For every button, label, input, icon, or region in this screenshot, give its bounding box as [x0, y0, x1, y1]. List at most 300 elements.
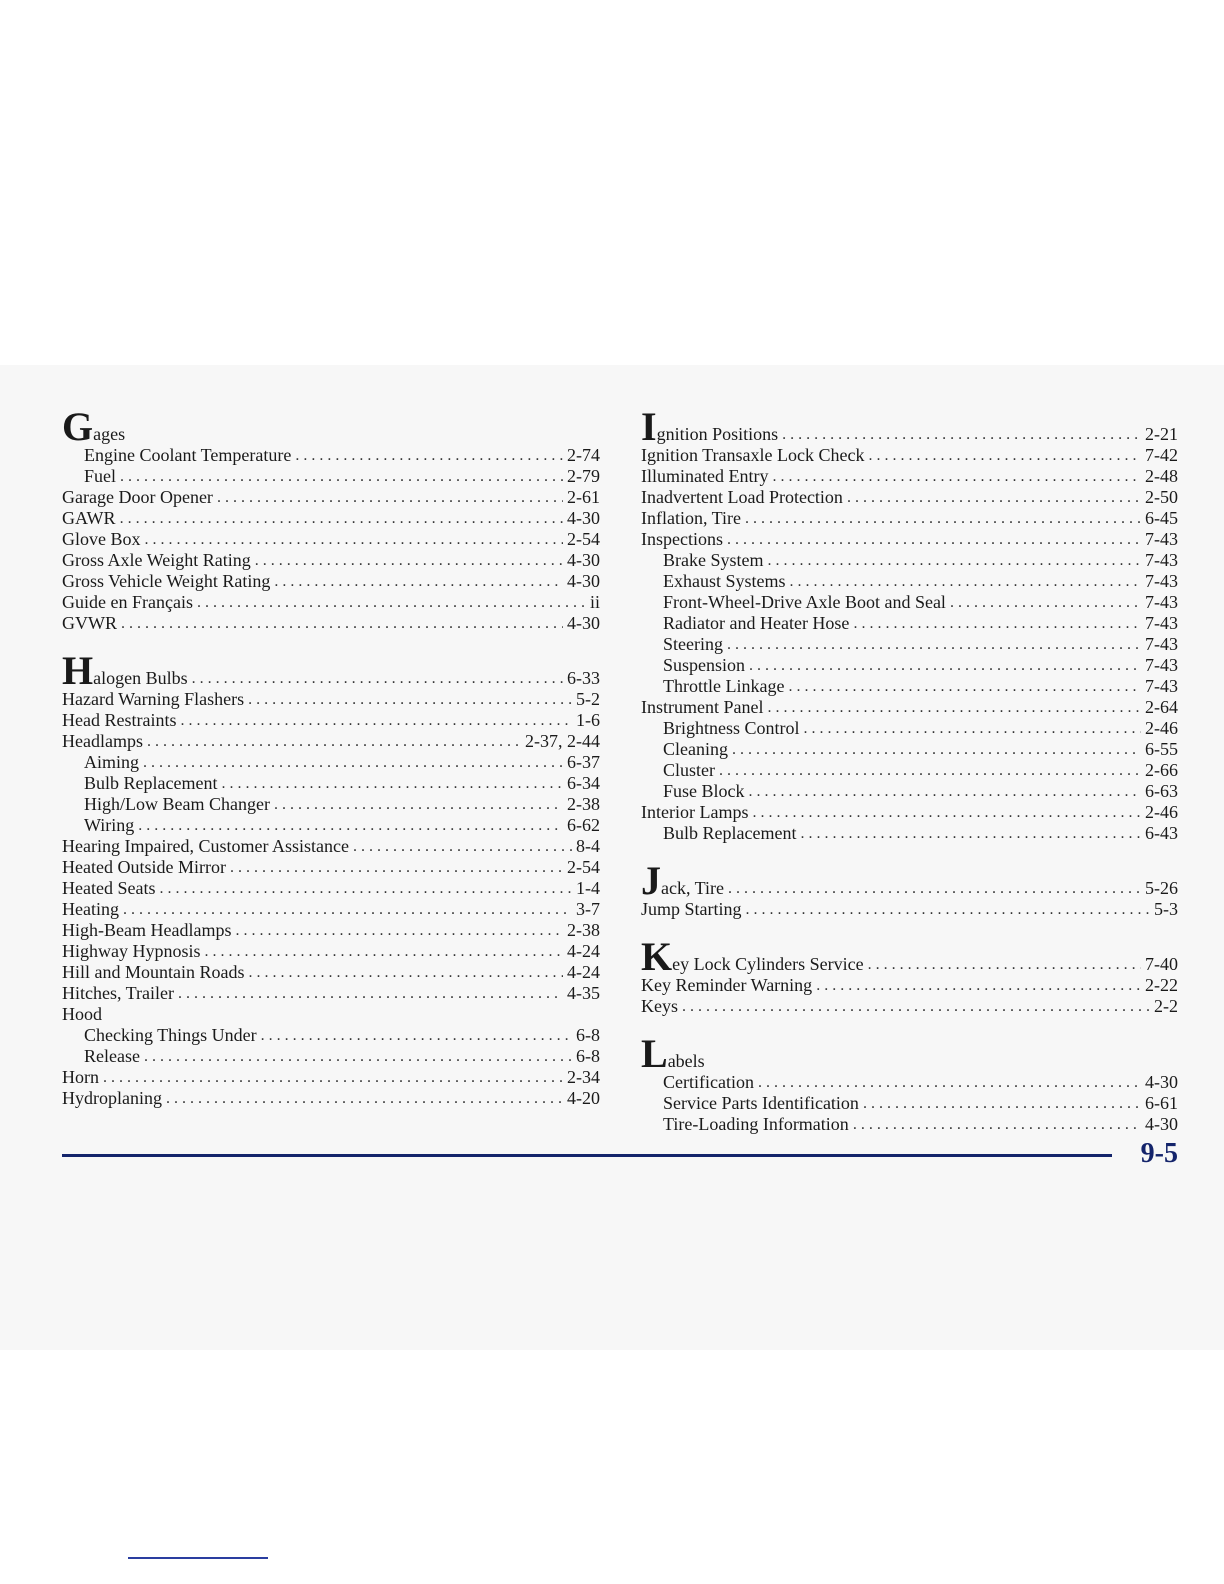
- dot-leader: [261, 1025, 572, 1046]
- dot-leader: [353, 836, 572, 857]
- dot-leader: [180, 710, 572, 731]
- index-term-text: Checking Things Under: [84, 1025, 257, 1045]
- index-term-text: ages: [93, 424, 126, 444]
- index-term: [84, 445, 291, 466]
- index-entry: [641, 655, 1178, 676]
- index-section-l: [641, 1031, 1178, 1135]
- index-entry: [641, 466, 1178, 487]
- index-page-ref: 6-62: [567, 815, 600, 835]
- index-term-text: Heated Outside Mirror: [62, 857, 226, 877]
- index-entry: [641, 781, 1178, 802]
- index-section-i: [641, 404, 1178, 844]
- dot-leader: [255, 550, 563, 571]
- index-page-ref: 2-74: [567, 445, 600, 465]
- dot-leader: [719, 760, 1141, 781]
- dot-leader: [772, 466, 1141, 487]
- index-section-g: [62, 404, 600, 634]
- section-letter: K: [641, 934, 673, 979]
- index-entry: [62, 529, 600, 550]
- index-term-text: Wiring: [84, 815, 135, 835]
- dot-leader: [249, 962, 564, 983]
- index-term: [62, 1004, 102, 1025]
- dot-leader: [295, 445, 563, 466]
- index-term-text: Keys: [641, 996, 678, 1016]
- index-page-ref: 4-30: [567, 613, 600, 633]
- index-page-ref: 7-42: [1145, 445, 1178, 465]
- index-page-ref: 5-3: [1154, 899, 1178, 919]
- index-term: [62, 1088, 162, 1109]
- index-page-ref: 4-30: [1145, 1114, 1178, 1134]
- index-term: [62, 550, 251, 571]
- index-page-ref: 7-43: [1145, 571, 1178, 591]
- index-term-text: Jump Starting: [641, 899, 742, 919]
- index-page-ref: 6-43: [1145, 823, 1178, 843]
- dot-leader: [120, 466, 563, 487]
- dot-leader: [192, 668, 563, 689]
- index-term-text: Hill and Mountain Roads: [62, 962, 245, 982]
- index-term: [84, 773, 217, 794]
- index-page-ref: 7-40: [1145, 954, 1178, 974]
- index-term: [62, 962, 245, 983]
- index-term-text: GVWR: [62, 613, 117, 633]
- index-term: [62, 529, 141, 550]
- index-entry: [641, 802, 1178, 823]
- index-term: [641, 508, 741, 529]
- index-term-text: Steering: [663, 634, 723, 654]
- index-term: [62, 983, 174, 1004]
- index-term: [641, 487, 843, 508]
- index-page-ref: 6-55: [1145, 739, 1178, 759]
- index-term: [62, 1067, 99, 1088]
- index-page-ref: 6-8: [576, 1046, 600, 1066]
- index-term-text: Guide en Français: [62, 592, 193, 612]
- index-entry: [641, 1031, 1178, 1076]
- index-entry: [641, 1114, 1178, 1135]
- index-entry: [641, 487, 1178, 508]
- index-entry: [641, 899, 1178, 920]
- dot-leader: [728, 878, 1141, 899]
- index-page-ref: 5-26: [1145, 878, 1178, 898]
- index-term-text: abels: [667, 1051, 705, 1071]
- section-letter: J: [641, 858, 661, 903]
- index-entry: [641, 676, 1178, 697]
- index-entry: [62, 962, 600, 983]
- index-page-ref: 6-8: [576, 1025, 600, 1045]
- index-page-ref: ii: [589, 592, 600, 612]
- index-page-ref: 2-48: [1145, 466, 1178, 486]
- index-entry: [641, 823, 1178, 844]
- index-entry: [62, 1067, 600, 1088]
- dot-leader: [274, 571, 563, 592]
- dot-leader: [221, 773, 563, 794]
- index-page-ref: 4-30: [567, 550, 600, 570]
- index-term: [62, 941, 201, 962]
- index-section-j: [641, 858, 1178, 920]
- index-page-ref: 2-46: [1145, 718, 1178, 738]
- index-term-text: ey Lock Cylinders Service: [672, 954, 864, 974]
- bottom-rule: [128, 1557, 268, 1559]
- index-term: [62, 487, 213, 508]
- index-term: [62, 878, 155, 899]
- index-term-text: ack, Tire: [661, 878, 724, 898]
- index-page-ref: 1-4: [576, 878, 600, 898]
- index-term-text: Brake System: [663, 550, 764, 570]
- index-entry: [62, 445, 600, 466]
- index-page-ref: 2-46: [1145, 802, 1178, 822]
- index-term: [641, 899, 742, 920]
- index-page-ref: 2-50: [1145, 487, 1178, 507]
- index-page-ref: 8-4: [576, 836, 600, 856]
- index-page-ref: 6-61: [1145, 1093, 1178, 1113]
- dot-leader: [853, 613, 1141, 634]
- dot-leader: [103, 1067, 563, 1088]
- dot-leader: [727, 529, 1141, 550]
- index-term: [641, 445, 864, 466]
- index-entry: [62, 550, 600, 571]
- index-term-text: Inadvertent Load Protection: [641, 487, 843, 507]
- index-term: [641, 404, 779, 449]
- index-page-ref: 2-54: [567, 529, 600, 549]
- index-section-h: [62, 648, 600, 1109]
- index-page-ref: 2-38: [567, 794, 600, 814]
- dot-leader: [159, 878, 572, 899]
- index-page-ref: 7-43: [1145, 529, 1178, 549]
- dot-leader: [682, 996, 1150, 1017]
- dot-leader: [123, 899, 572, 920]
- index-term: [641, 975, 812, 996]
- index-term: [641, 858, 724, 903]
- index-term: [641, 802, 748, 823]
- index-entry: [641, 1093, 1178, 1114]
- index-entry: [62, 794, 600, 815]
- index-term: [641, 466, 768, 487]
- index-term-text: Bulb Replacement: [663, 823, 797, 843]
- index-page-ref: 6-63: [1145, 781, 1178, 801]
- index-term: [663, 1114, 849, 1135]
- index-entry: [62, 1088, 600, 1109]
- index-term-text: Inflation, Tire: [641, 508, 742, 528]
- index-entry: [62, 857, 600, 878]
- index-term-text: Instrument Panel: [641, 697, 764, 717]
- index-term-text: Cluster: [663, 760, 715, 780]
- index-page-ref: 6-34: [567, 773, 600, 793]
- index-page-ref: 2-79: [567, 466, 600, 486]
- index-entry: [62, 899, 600, 920]
- dot-leader: [788, 676, 1141, 697]
- dot-leader: [782, 424, 1141, 445]
- index-entry: [62, 466, 600, 487]
- index-term-text: Aiming: [84, 752, 140, 772]
- index-term-text: Suspension: [663, 655, 746, 675]
- footer-rule: [62, 1154, 1112, 1157]
- page-number: 9-5: [1140, 1138, 1178, 1169]
- index-page-ref: 4-30: [1145, 1072, 1178, 1092]
- index-term: [641, 529, 723, 550]
- index-section-k: [641, 934, 1178, 1017]
- dot-leader: [847, 487, 1141, 508]
- dot-leader: [863, 1093, 1141, 1114]
- dot-leader: [727, 634, 1141, 655]
- index-entry: [62, 920, 600, 941]
- index-term-text: Key Reminder Warning: [641, 975, 813, 995]
- index-term: [663, 550, 764, 571]
- index-entry: [641, 634, 1178, 655]
- index-term-text: Front-Wheel-Drive Axle Boot and Seal: [663, 592, 946, 612]
- index-term-text: GAWR: [62, 508, 116, 528]
- index-entry: [641, 404, 1178, 449]
- index-term: [663, 739, 728, 760]
- dot-leader: [274, 794, 563, 815]
- dot-leader: [732, 739, 1141, 760]
- index-term: [62, 899, 119, 920]
- index-term-text: Interior Lamps: [641, 802, 749, 822]
- dot-leader: [768, 550, 1142, 571]
- index-page-ref: 4-35: [567, 983, 600, 1003]
- index-page-ref: 2-64: [1145, 697, 1178, 717]
- index-page-ref: 6-45: [1145, 508, 1178, 528]
- index-term: [641, 996, 678, 1017]
- index-term: [663, 1072, 754, 1093]
- index-term: [663, 613, 849, 634]
- index-entry: [62, 836, 600, 857]
- index-page-ref: 2-38: [567, 920, 600, 940]
- dot-leader: [758, 1072, 1141, 1093]
- dot-leader: [248, 689, 572, 710]
- index-term-text: gnition Positions: [656, 424, 779, 444]
- index-term-text: Hearing Impaired, Customer Assistance: [62, 836, 349, 856]
- section-letter: H: [62, 648, 94, 693]
- index-term-text: Garage Door Opener: [62, 487, 213, 507]
- index-term-text: Tire-Loading Information: [663, 1114, 849, 1134]
- index-term: [62, 710, 176, 731]
- index-term: [62, 689, 244, 710]
- index-term-text: Hazard Warning Flashers: [62, 689, 245, 709]
- index-entry: [641, 934, 1178, 979]
- index-entry: [641, 445, 1178, 466]
- index-page-ref: 2-22: [1145, 975, 1178, 995]
- index-term-text: Radiator and Heater Hose: [663, 613, 850, 633]
- index-term-text: Illuminated Entry: [641, 466, 769, 486]
- section-letter: G: [62, 404, 94, 449]
- dot-leader: [749, 781, 1141, 802]
- index-page-ref: 6-37: [567, 752, 600, 772]
- index-entry: [641, 508, 1178, 529]
- index-page-ref: 2-61: [567, 487, 600, 507]
- index-term: [663, 634, 723, 655]
- index-entry: [641, 571, 1178, 592]
- index-term-text: Gross Vehicle Weight Rating: [62, 571, 271, 591]
- index-page-ref: 5-2: [576, 689, 600, 709]
- section-letter: I: [641, 404, 657, 449]
- index-term: [62, 731, 143, 752]
- dot-leader: [868, 445, 1141, 466]
- dot-leader: [816, 975, 1141, 996]
- index-term: [641, 934, 864, 979]
- index-term-text: Horn: [62, 1067, 99, 1087]
- index-term: [84, 794, 270, 815]
- index-term-text: Heated Seats: [62, 878, 156, 898]
- dot-leader: [121, 613, 563, 634]
- dot-leader: [166, 1088, 563, 1109]
- index-term-text: Fuel: [84, 466, 117, 486]
- index-entry: [62, 487, 600, 508]
- index-page-ref: 4-30: [567, 508, 600, 528]
- index-term-text: Glove Box: [62, 529, 141, 549]
- index-entry: [62, 815, 600, 836]
- dot-leader: [804, 718, 1141, 739]
- index-page-ref: 2-21: [1145, 424, 1178, 444]
- index-entry: [62, 508, 600, 529]
- index-term: [84, 1046, 140, 1067]
- index-entry: [62, 648, 600, 693]
- index-entry: [62, 773, 600, 794]
- index-term-text: alogen Bulbs: [93, 668, 188, 688]
- dot-leader: [145, 529, 564, 550]
- index-page-ref: 2-54: [567, 857, 600, 877]
- index-term-text: Exhaust Systems: [663, 571, 786, 591]
- index-entry: [641, 1072, 1178, 1093]
- dot-leader: [746, 899, 1150, 920]
- index-term-text: Inspections: [641, 529, 723, 549]
- index-term: [663, 1093, 859, 1114]
- dot-leader: [767, 697, 1141, 718]
- index-column-left: [62, 404, 600, 1129]
- dot-leader: [853, 1114, 1141, 1135]
- dot-leader: [790, 571, 1141, 592]
- index-entry: [641, 697, 1178, 718]
- index-page-ref: 4-24: [567, 941, 600, 961]
- section-letter: L: [641, 1031, 668, 1076]
- dot-leader: [143, 752, 563, 773]
- dot-leader: [230, 857, 563, 878]
- dot-leader: [745, 508, 1141, 529]
- index-term: [62, 836, 349, 857]
- index-entry: [641, 550, 1178, 571]
- index-term-text: Brightness Control: [663, 718, 800, 738]
- index-page-ref: 7-43: [1145, 592, 1178, 612]
- index-page-ref: 7-43: [1145, 655, 1178, 675]
- index-term-text: Throttle Linkage: [663, 676, 785, 696]
- index-page-ref: 2-66: [1145, 760, 1178, 780]
- index-term: [663, 571, 786, 592]
- index-entry: [62, 941, 600, 962]
- index-term-text: Hitches, Trailer: [62, 983, 174, 1003]
- index-page-ref: 1-6: [576, 710, 600, 730]
- index-term: [62, 508, 116, 529]
- index-term: [62, 571, 270, 592]
- index-entry: [62, 1004, 600, 1025]
- index-term: [62, 592, 193, 613]
- index-entry: [641, 718, 1178, 739]
- index-term: [84, 815, 134, 836]
- index-entry: [62, 592, 600, 613]
- dot-leader: [752, 802, 1141, 823]
- index-entry: [641, 592, 1178, 613]
- index-term: [641, 697, 763, 718]
- index-term-text: Bulb Replacement: [84, 773, 218, 793]
- index-term-text: Ignition Transaxle Lock Check: [641, 445, 865, 465]
- index-term: [62, 857, 226, 878]
- dot-leader: [749, 655, 1141, 676]
- index-page-ref: 7-43: [1145, 613, 1178, 633]
- index-page-ref: 4-20: [567, 1088, 600, 1108]
- dot-leader: [205, 941, 564, 962]
- index-entry: [62, 878, 600, 899]
- index-column-right: [641, 404, 1178, 1155]
- index-term-text: Gross Axle Weight Rating: [62, 550, 251, 570]
- index-term-text: High-Beam Headlamps: [62, 920, 232, 940]
- index-entry: [62, 752, 600, 773]
- index-term-text: Release: [84, 1046, 140, 1066]
- index-term-text: Hood: [62, 1004, 102, 1024]
- index-term: [84, 466, 116, 487]
- index-page-ref: 2-2: [1154, 996, 1178, 1016]
- index-page-ref: 3-7: [576, 899, 600, 919]
- index-entry: [641, 613, 1178, 634]
- index-term: [641, 1031, 705, 1076]
- dot-leader: [178, 983, 563, 1004]
- index-entry: [62, 731, 600, 752]
- index-term: [62, 648, 188, 693]
- index-term-text: Certification: [663, 1072, 754, 1092]
- index-term: [663, 655, 745, 676]
- dot-leader: [217, 487, 563, 508]
- index-term-text: Engine Coolant Temperature: [84, 445, 292, 465]
- index-entry: [641, 760, 1178, 781]
- index-entry: [641, 858, 1178, 903]
- dot-leader: [800, 823, 1141, 844]
- index-entry: [62, 571, 600, 592]
- index-entry: [62, 983, 600, 1004]
- index-entry: [641, 739, 1178, 760]
- index-page-ref: 6-33: [567, 668, 600, 688]
- dot-leader: [197, 592, 586, 613]
- dot-leader: [235, 920, 563, 941]
- index-term-text: Cleaning: [663, 739, 728, 759]
- index-page-ref: 2-34: [567, 1067, 600, 1087]
- index-term: [663, 718, 800, 739]
- index-entry: [641, 996, 1178, 1017]
- index-term: [663, 760, 715, 781]
- index-entry: [62, 404, 600, 449]
- dot-leader: [868, 954, 1141, 975]
- dot-leader: [138, 815, 563, 836]
- index-term-text: Fuse Block: [663, 781, 745, 801]
- index-term-text: Headlamps: [62, 731, 143, 751]
- index-page-ref: 4-30: [567, 571, 600, 591]
- index-page-ref: 7-43: [1145, 634, 1178, 654]
- index-entry: [62, 613, 600, 634]
- index-term: [663, 781, 745, 802]
- index-term-text: High/Low Beam Changer: [84, 794, 270, 814]
- index-term: [62, 613, 117, 634]
- index-term-text: Highway Hypnosis: [62, 941, 201, 961]
- index-page-ref: 7-43: [1145, 676, 1178, 696]
- index-entry: [62, 710, 600, 731]
- index-term: [62, 920, 231, 941]
- index-term-text: Head Restraints: [62, 710, 177, 730]
- index-entry: [62, 1046, 600, 1067]
- index-entry: [62, 1025, 600, 1046]
- index-term-text: Service Parts Identification: [663, 1093, 859, 1113]
- index-page-ref: 2-37, 2-44: [525, 731, 600, 751]
- index-term: [84, 752, 139, 773]
- dot-leader: [147, 731, 521, 752]
- index-entry: [641, 529, 1178, 550]
- dot-leader: [120, 508, 563, 529]
- index-term: [663, 823, 796, 844]
- dot-leader: [950, 592, 1141, 613]
